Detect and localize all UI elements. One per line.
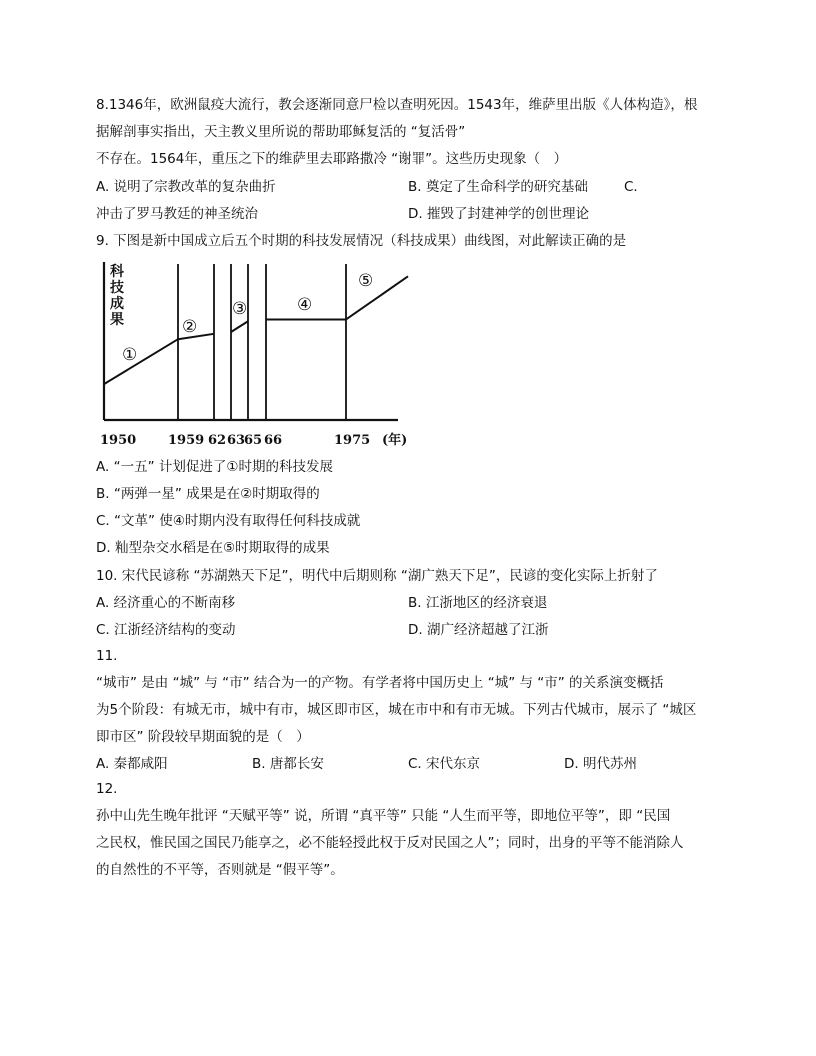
q8-option-c-text: 冲击了罗马教廷的神圣统治 (96, 206, 258, 222)
x-tick-label: 1950 (100, 433, 137, 448)
q10-option-b: B. 江浙地区的经济衰退 (408, 595, 548, 611)
x-tick-label: 1975 (334, 433, 371, 448)
period-label-4: ④ (297, 295, 313, 315)
q8-option-a: A. 说明了宗教改革的复杂曲折 (96, 179, 276, 195)
q8-line1: 8.1346年，欧洲鼠疫大流行，教会逐渐同意尸检以查明死因。1543年，维萨里出版《人体构造》，根 (96, 97, 698, 113)
q8-line2: 据解剖事实指出，天主教义里所说的帮助耶稣复活的 “复活骨” (96, 124, 466, 140)
q11-option-d: D. 明代苏州 (564, 756, 637, 772)
y-label-char: 成 (110, 296, 124, 312)
x-tick-label: 63 (227, 433, 246, 448)
x-axis-label: (年) (382, 433, 408, 448)
q11-number: 11. (96, 648, 118, 664)
q11-line1: “城市” 是由 “城” 与 “市” 结合为一的产物。有学者将中国历史上 “城” 与 “市” 的关系演变概括 (96, 675, 664, 691)
chart-series (104, 276, 408, 384)
period-label-5: ⑤ (358, 271, 374, 291)
q8-option-c-label: C. (624, 179, 638, 195)
q8-line3: 不存在。1564年，重压之下的维萨里去耶路撒冷 “谢罪”。这些历史现象（ ） (96, 151, 568, 167)
q10-option-c: C. 江浙经济结构的变动 (96, 622, 236, 638)
q9-option-c: C. “文革” 使④时期内没有取得任何科技成就 (96, 513, 361, 529)
q11-option-b: B. 唐都长安 (252, 756, 324, 772)
y-label-char: 技 (110, 280, 124, 296)
x-tick-label: 1959 (168, 433, 205, 448)
q10-option-d: D. 湖广经济超越了江浙 (408, 622, 549, 638)
tech-achievement-chart (92, 258, 424, 450)
series-segment-1 (104, 339, 178, 384)
q10-option-a: A. 经济重心的不断南移 (96, 595, 236, 611)
period-label-2: ② (182, 317, 198, 337)
x-tick-label: 62 (208, 433, 227, 448)
q12-line3: 的自然性的不平等，否则就是 “假平等”。 (96, 862, 344, 878)
series-segment-5 (346, 276, 408, 319)
q9-option-b: B. “两弹一星” 成果是在②时期取得的 (96, 486, 320, 502)
q11-line2: 为5个阶段：有城无市，城中有市，城区即市区，城在市中和有市无城。下列古代城市，展示了 “城区 (96, 702, 697, 718)
q11-option-a: A. 秦都咸阳 (96, 756, 168, 772)
q11-option-c: C. 宋代东京 (408, 756, 481, 772)
y-label-char: 果 (110, 312, 124, 328)
period-label-1: ① (122, 345, 138, 365)
q9-option-d: D. 籼型杂交水稻是在⑤时期取得的成果 (96, 540, 330, 556)
series-segment-3 (231, 321, 248, 332)
q8-option-b: B. 奠定了生命科学的研究基础 (408, 179, 588, 195)
q10-stem: 10. 宋代民谚称 “苏湖熟天下足”，明代中后期则称 “湖广熟天下足”，民谚的变化实际上折射了 (96, 568, 658, 584)
q8-option-d: D. 摧毁了封建神学的创世理论 (408, 206, 589, 222)
x-tick-label: 66 (264, 433, 283, 448)
x-tick-label: 65 (244, 433, 263, 448)
q9-stem: 9. 下图是新中国成立后五个时期的科技发展情况（科技成果）曲线图，对此解读正确的是 (96, 233, 627, 249)
q12-number: 12. (96, 781, 118, 797)
q12-line1: 孙中山先生晚年批评 “天赋平等” 说，所谓 “真平等” 只能 “人生而平等，即地位平等”，即 “民国 (96, 808, 671, 824)
chart-axes (104, 262, 398, 420)
q12-line2: 之民权，惟民国之国民乃能享之，必不能轻授此权于反对民国之人”；同时，出身的平等不能消除人 (96, 835, 684, 851)
y-label-char: 科 (110, 264, 124, 280)
period-label-3: ③ (232, 299, 248, 319)
q9-option-a: A. “一五” 计划促进了①时期的科技发展 (96, 459, 333, 475)
q11-line3: 即市区” 阶段较早期面貌的是（ ） (96, 729, 310, 745)
